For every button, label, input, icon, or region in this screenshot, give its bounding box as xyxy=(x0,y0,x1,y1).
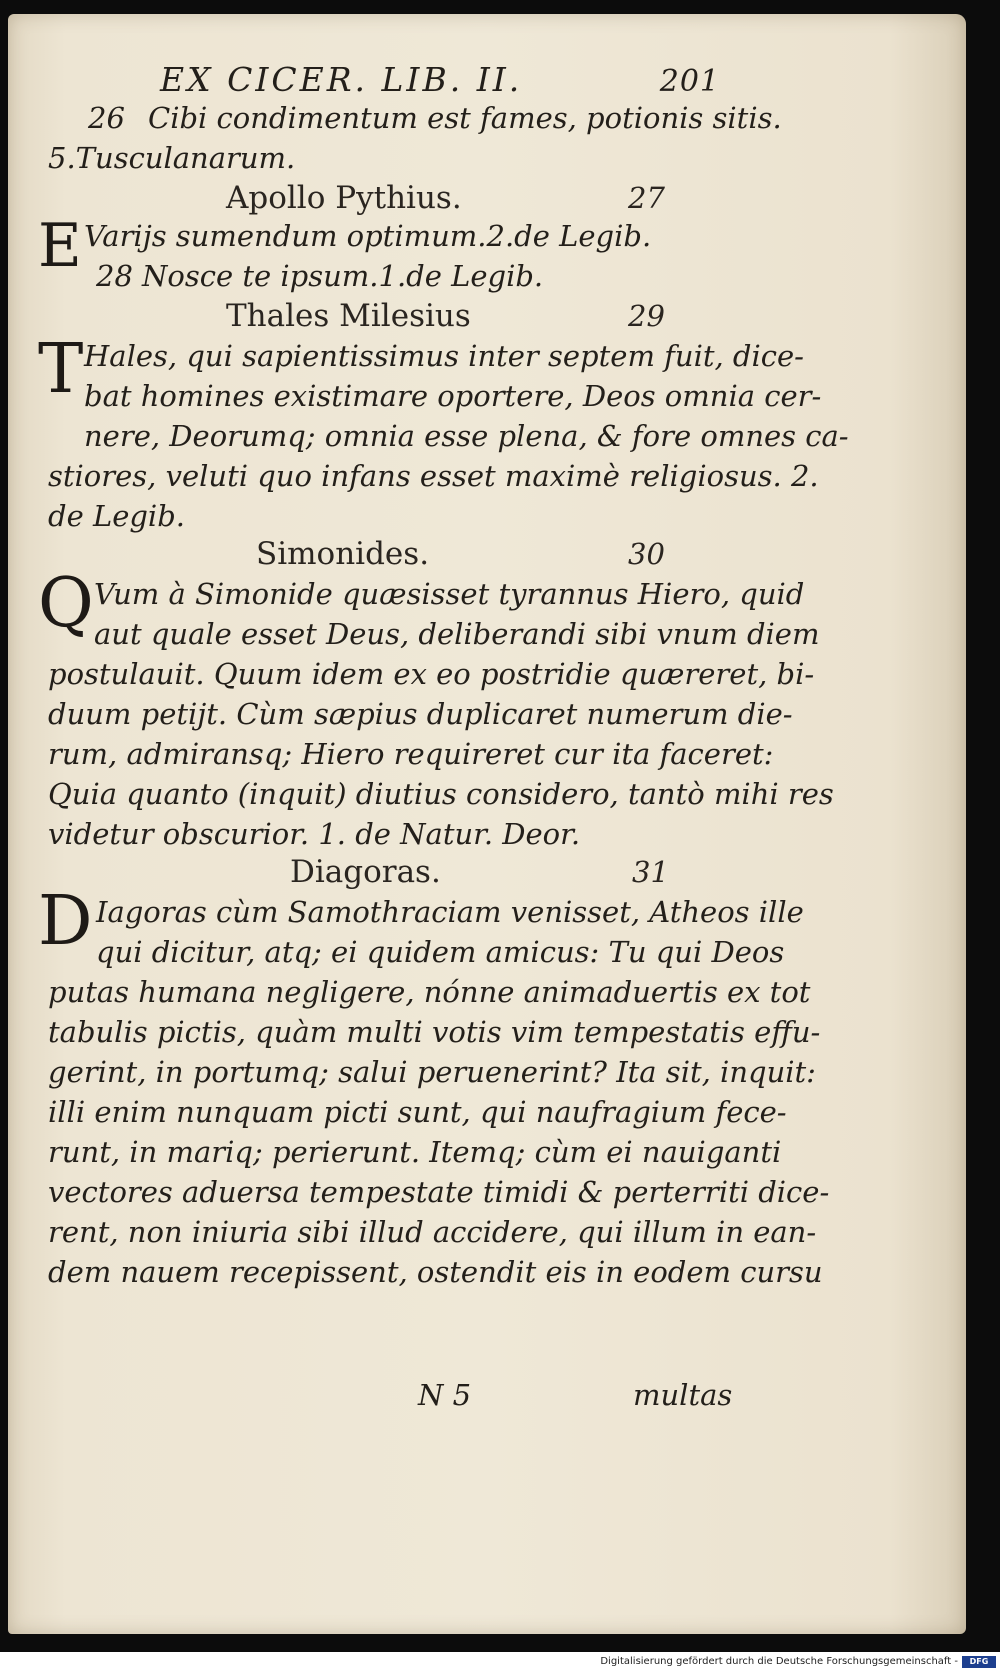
text-line xyxy=(48,776,834,812)
text-content: vectores aduersa tempestate timidi & perterriti dice- xyxy=(48,1175,830,1209)
text-content: putas humana negligere, nónne animaduertis ex tot xyxy=(48,975,811,1009)
text-line xyxy=(48,1214,817,1250)
drop-cap: D xyxy=(38,882,93,961)
text-line xyxy=(48,1054,816,1090)
heading-title: Simonides. xyxy=(256,536,430,572)
heading-number: 31 xyxy=(632,855,669,889)
drop-cap: T xyxy=(38,330,84,409)
text-content: nere, Deorumq; omnia esse plena, & fore omnes ca- xyxy=(84,419,849,453)
text-line xyxy=(48,736,774,772)
text-content: Hales, qui sapientissimus inter septem fuit, dice- xyxy=(84,339,804,373)
running-title: EX CICER. LIB. II. xyxy=(160,60,523,99)
catchword: multas xyxy=(633,1378,733,1412)
digitization-credit xyxy=(0,1656,1000,1670)
text-line xyxy=(48,1254,823,1290)
drop-cap: E xyxy=(38,211,82,281)
text-content: duum petijt. Cùm sæpius duplicaret numerum die- xyxy=(48,697,793,731)
heading-number: 27 xyxy=(628,181,665,215)
text-content: videtur obscurior. 1. de Natur. Deor. xyxy=(48,817,581,851)
heading-title: Apollo Pythius. xyxy=(226,180,462,216)
text-content: stiores, veluti quo infans esset maximè religiosus. 2. xyxy=(48,459,819,493)
text-content: runt, in mariq; perierunt. Itemq; cùm ei nauiganti xyxy=(48,1135,782,1169)
heading-title: Diagoras. xyxy=(290,854,441,890)
text-content: aut quale esset Deus, deliberandi sibi vnum diem xyxy=(94,617,820,651)
text-content: rum, admiransq; Hiero requireret cur ita faceret: xyxy=(48,737,774,771)
text-content: postulauit. Quum idem ex eo postridie quæreret, bi- xyxy=(48,657,815,691)
text-content: Quia quanto (inquit) diutius considero, tantò mihi res xyxy=(48,777,834,811)
text-content: Vum à Simonide quæsisset tyrannus Hiero, quid xyxy=(94,577,805,611)
text-line xyxy=(48,656,815,692)
text-content: 5.Tusculanarum. xyxy=(48,141,296,175)
heading-title: Thales Milesius xyxy=(226,298,471,334)
text-content: de Legib. xyxy=(48,499,185,533)
text-line xyxy=(48,816,738,852)
text-content: illi enim nunquam picti sunt, qui naufragium fece- xyxy=(48,1095,787,1129)
entry-number: 26 xyxy=(88,101,125,135)
text-content: dem nauem recepissent, ostendit eis in eodem cursu xyxy=(48,1255,823,1289)
text-line xyxy=(48,1094,787,1130)
text-line xyxy=(48,1134,782,1170)
text-content: tabulis pictis, quàm multi votis vim tempestatis effu- xyxy=(48,1015,821,1049)
text-content: rent, non iniuria sibi illud accidere, qui illum in ean- xyxy=(48,1215,817,1249)
text-content: Varijs sumendum optimum.2.de Legib. xyxy=(84,219,652,253)
text-line xyxy=(48,498,738,534)
text-content: Iagoras cùm Samothraciam venisset, Atheos ille xyxy=(96,895,804,929)
dfg-logo: DFG xyxy=(962,1656,996,1668)
text-content: Cibi condimentum est fames, potionis sitis. xyxy=(148,101,782,135)
text-line xyxy=(48,458,819,494)
text-line xyxy=(48,1174,830,1210)
text-line xyxy=(48,140,738,176)
text-content: Nosce te ipsum.1.de Legib. xyxy=(142,259,544,293)
text-content: bat homines existimare oportere, Deos omnia cer- xyxy=(84,379,822,413)
heading-number: 30 xyxy=(628,537,665,571)
page-number: 201 xyxy=(659,64,720,99)
text-content: gerint, in portumq; salui peruenerint? Ita sit, inquit: xyxy=(48,1055,816,1089)
entry-number: 28 xyxy=(96,259,133,293)
running-header xyxy=(160,60,720,99)
credit-text: Digitalisierung gefördert durch die Deutsche Forschungsgemeinschaft - xyxy=(600,1656,958,1667)
text-line xyxy=(48,696,793,732)
text-line xyxy=(48,1014,821,1050)
signature-mark: N 5 xyxy=(418,1378,472,1412)
text-content: qui dicitur, atq; ei quidem amicus: Tu qui Deos xyxy=(96,935,785,969)
drop-cap: Q xyxy=(38,564,94,643)
heading-number: 29 xyxy=(628,299,665,333)
text-line xyxy=(48,974,811,1010)
